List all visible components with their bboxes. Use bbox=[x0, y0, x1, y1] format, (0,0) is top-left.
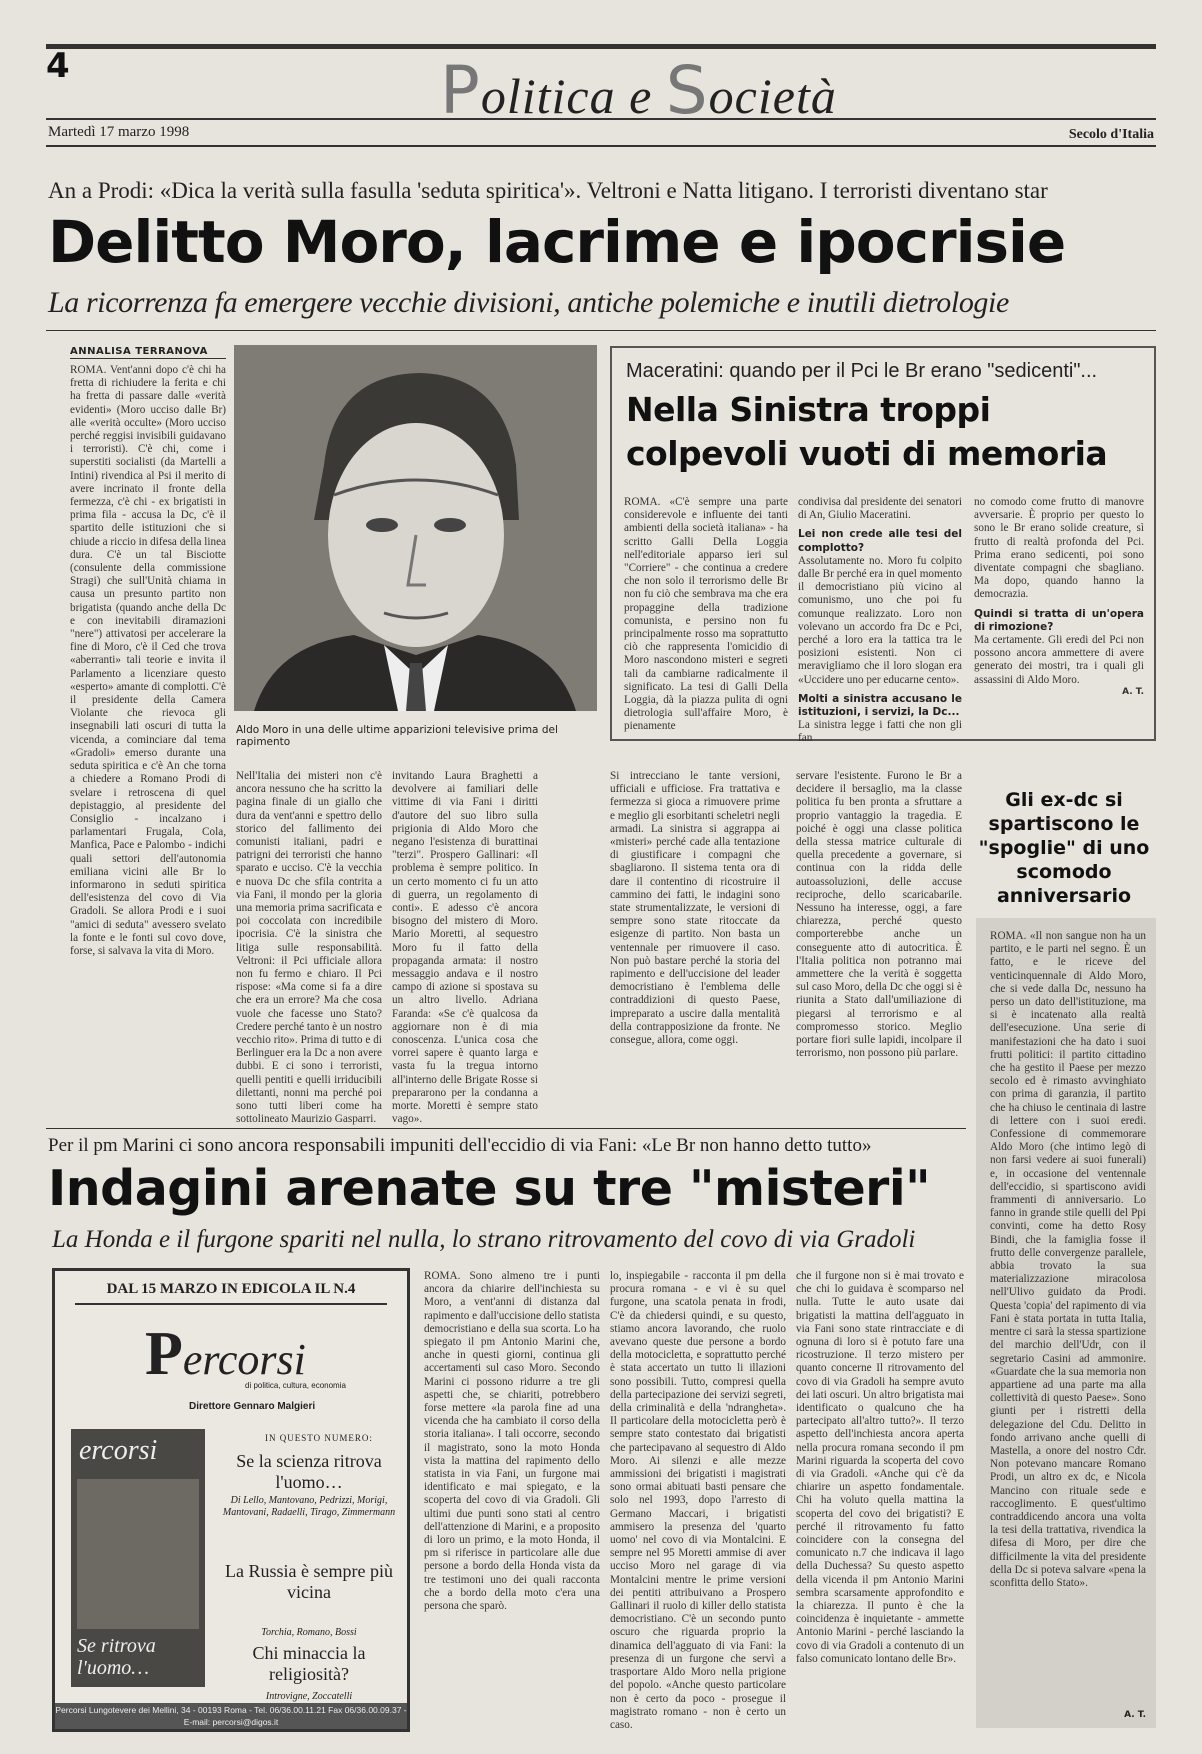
logo-text: ercorsi bbox=[182, 1335, 306, 1384]
byline-rule bbox=[70, 358, 226, 359]
box-kicker: Maceratini: quando per il Pci le Br erano "sedicenti"... bbox=[626, 360, 1098, 382]
main-col-3: invitando Laura Braghetti a devolvere ai familiari delle vittime di via Fani i diritti d'autore del suo libro sulla prigionia di Aldo Moro che negano l'esistenza di burattinai "terzi". Prospero Gallinari: «Il problema è sempre politico. In un certo momento ci fu un atto di guerra, un regolamento di conti». E adesso c'è ancora bisogno del mistero di Moro. Mario Moretti, al sequestro Moro fu il fatto della propaganda armata: il nostro messaggio andava e il nostro campo di azione si spostava su un altro livello. Adriana Faranda: «Se c'è qualcosa da aggiornare non è di mia conoscenza. L'unica cosa che vorrei sapere è quanto larga e vasta fu la tregua intorno all'interno delle Brigate Rosse si prepararono per la condanna a morte. Moretti è sempre stato vago». bbox=[392, 770, 538, 1126]
question-1: Lei non crede alle tesi del complotto? bbox=[798, 528, 962, 554]
box-col-2-answer: Assolutamente no. Moro fu colpito dalle Br perché era in quel momento il democristiano più vicino al comunismo, uno che poi fu comunque realizzato. Loro non volevano un accordo fra Dc e Pci, perché a loro era la tattica tra le posizioni esistenti. Non ci meravigliamo che il loro slogan era «Uccidere uno per educarne cento». bbox=[798, 554, 962, 686]
cover-title: ercorsi bbox=[79, 1435, 158, 1466]
main-subhead: La ricorrenza fa emergere vecchie divisioni, antiche polemiche e inutili dietrologie bbox=[48, 286, 1009, 319]
second-subhead: La Honda e il furgone spariti nel nulla, lo strano ritrovamento del covo di via Gradoli bbox=[52, 1226, 916, 1253]
top-rule bbox=[46, 44, 1156, 49]
main-col-2: Nell'Italia dei misteri non c'è ancora nessuno che ha scritto la pagina finale di un giallo che dura da vent'anni e spettro dello storico del fallimento dei comunisti italiani, padri e patrigni dei terroristi che hanno sparato e ucciso. C'è la vecchia e nuova Dc che sfila contrita a via Fani, il mondo per la gloria una memoria prima sacrificata e poi coccolata con incredibile ipocrisia. C'è la sinistra che litiga sulle responsabilità. Veltroni: il Pci ufficiale allora non fu fermo e chiaro. Il Pci rispose: «Ma come si fa a dire che era un errore? Ma che cosa vuole che facesse uno Stato? Credere perché tanto è un nostro vecchio rito». Prima di tutto e di Berlinguer era la Dc a non avere dubbi. E ci sono i terroristi, quelli pentiti e quelli irriducibili dilettanti, nonni ma perché poi sono tutti liberi come ha sottolineato Maurizio Gasparri. bbox=[236, 770, 382, 1126]
sidebar-body: ROMA. «Il non sangue non ha un partito, e le parti nel segno. È un fatto, e le riceve del venticinquennale di Aldo Moro, che si vede dalla Dc, nessuno ha perso un dato dell'istituzione, ma si è incatenato alla realtà dell'esecuzione. Una serie di manifestazioni che ha dato i suoi frutti politici: il partito cittadino che ha gestito il Paese per mezzo secolo ed è rimasto avvinghiato con prima di garanzia, il partito che ha chiuso le centinaia di lastre di lettere con i suoi eredi. Confessione di commemorare Aldo Moro (che intimo legò di non farsi vedere ai suoi funerali) e, in occasione del ventennale dell'eccidio, si spartiscono avidi frammenti di anniversario. Lo fanno in grande stile quelli del Ppi convinti, come ha detto Rosy Bindi, che la famiglia fosse il frutto delle convergenze parallele, abbia trovato la sua materializzazione miracolosa nell'Ulivo guidato da Prodi. Questa 'copia' del rapimento di via Fani è stata portata in tutta Italia, mentre ci sarà la stessa spartizione del marchio dell'Udr, con il segretario Casini ad ammonire. «Guardate che la sua memoria non appartiene ad una parte ma alla collettività di questo Paese». Sono giunti per i ristretti della delegazione del Cdu. Delitto in fondo arrivano anche quelli di Mastella, a onore del nostro Cdr. Non potevano mancare Romano Prodi, un altro ex dc, e Nicola Mancino con rituale sede e raccoglimento. E quest'ultimo contraddicendo ancora una volta la tesi della trattativa, rivendica la difesa di Moro, per dire che difficilmente la vita del presidente della Dc si poteva salvare «pena la sconfitta dello Stato». bbox=[990, 930, 1146, 1589]
box-col-2-text: condivisa dal presidente dei senatori di An, Giulio Maceratini. bbox=[798, 496, 962, 522]
second-col-3: che il furgone non si è mai trovato e che chi lo guidava è scomparso nel nulla. Tutte le auto usate dai brigatisti la mattina dell'agguato in via Fani sono state rintracciate e di ognuna di loro si è potuto fare una ricostruzione. Il terzo mistero per quanto concerne Il ritrovamento del covo di via Gradoli ha sempre avuto dei lati oscuri. Un altro brigatista mai identificato o qualcuno che ha partecipato all'altro tutto?». Il terzo aspetto dell'inchiesta ancora aperta nella procura romana secondo il pm Marini riguarda la scoperta del covo di via Gradoli. «Anche qui c'è da chiarire un aspetto fondamentale. Chi ha voluto quella mattina la scoperta del covo dei brigatisti? E perché il ritrovamento fu fatto coincidere con la consegna del comunicato n.7 che indicava il lago della Duchessa? Su questo aspetto della vicenda il pm Antonio Marini sembra scarsamente approfondito e la chiarezza. Il punto è che la coincidenza è inquietante - ammette Antonio Marini - perché lasciando la covo di via Gradoli a contenuto di un falso comunicato lontano delle Br». bbox=[796, 1270, 964, 1665]
ad-tagline: di politica, cultura, economia bbox=[245, 1381, 346, 1390]
main-col-4: Si intrecciano le tante versioni, ufficiali e ufficiose. Fra trattativa e fermezza si gioca a rimuovere prime e meglio gli esorbitanti scheletri negli armadi. La sinistra si aggrappa ai «misteri» perché cade alla tentazione di giustificare i compagni che sbagliarono. Il sistema tenta ora di dare il contentino di ricostruire il cammino dei fatti, le indagini sono state strumentalizzate, le versioni di sempre sono state ritoccate da esigenze di partito. Non basta un ventennale per rimuovere il caso. Non può bastare perché la storia del rapimento e dell'uccisione del leader democristiano è l'emblema delle contraddizioni di questo Paese, impreparato a uscire dalla mentalità della contrapposizione da fronte. Ne consegue, allora, come oggi. bbox=[610, 770, 780, 1047]
ad-authors-3: Introvigne, Zoccatelli bbox=[265, 1691, 353, 1702]
percorsi-advertisement bbox=[52, 1268, 410, 1732]
box-col-3 bbox=[974, 496, 1144, 732]
section-initial-1: P bbox=[440, 52, 481, 129]
cover-text: Se ritrova l'uomo… bbox=[77, 1635, 156, 1679]
ad-topic-3: Chi minaccia la religiosità? bbox=[252, 1643, 366, 1684]
box-col-2 bbox=[798, 496, 962, 745]
logo-initial: P bbox=[145, 1320, 183, 1388]
sidebar-signature: A. T. bbox=[1124, 1710, 1146, 1720]
second-article-rule bbox=[46, 1128, 966, 1129]
maceratini-box bbox=[610, 346, 1156, 745]
ad-banner: DAL 15 MARZO IN EDICOLA IL N.4 bbox=[75, 1281, 387, 1305]
main-kicker: An a Prodi: «Dica la verità sulla fasulla 'seduta spiritica'». Veltroni e Natta litigano. I terroristi diventano star bbox=[48, 178, 1048, 203]
page-number: 4 bbox=[46, 46, 70, 86]
ad-footer: Percorsi Lungotevere dei Mellini, 34 - 00193 Roma - Tel. 06/36.00.11.21 Fax 06/36.00.09.37 - E-mail: percorsi@digos.it bbox=[55, 1705, 407, 1727]
dateline: Martedì 17 marzo 1998 bbox=[48, 124, 190, 140]
second-headline: Indagini arenate su tre "misteri" bbox=[48, 1160, 931, 1217]
box-col-2-answer-2: La sinistra legge i fatti che non gli fan bbox=[798, 719, 962, 745]
box-col-1: ROMA. «C'è sempre una parte considerevole e influente dei tanti ambienti della società italiana» - ha scritto Galli Della Loggia nell'editoriale apparso ieri sul "Corriere" - che continua a credere che non solo il terrorismo delle Br non fu ciò che sembrava ma che era propaggine della tradizione comunista, e persino non fu principalmente rosso ma soprattutto ciò che rappresenta l'omicidio di Moro nascondono misteri e segreti tali da cambiarne radicalmente il significato. La tesi di Galli Della Loggia, dà la piazza pulita di ogni dietrologia sull'affaire Moro, è pienamente bbox=[624, 496, 788, 733]
box-headline: Nella Sinistra troppi colpevoli vuoti di memoria bbox=[626, 390, 1108, 473]
section-title bbox=[440, 52, 837, 129]
question-2: Molti a sinistra accusano le istituzioni, i servizi, la Dc... bbox=[798, 692, 962, 719]
box-signature: A. T. bbox=[1122, 686, 1144, 697]
byline: ANNALISA TERRANOVA bbox=[70, 346, 208, 357]
ad-authors-2: Torchia, Romano, Bossi bbox=[261, 1627, 357, 1638]
ad-director: Direttore Gennaro Malgieri bbox=[189, 1401, 316, 1412]
sidebar-headline: Gli ex-dc si spartiscono le "spoglie" di uno scomodo anniversario bbox=[978, 789, 1150, 907]
main-col-1: ROMA. Vent'anni dopo c'è chi ha fretta di richiudere la ferita e chi ha fretta di passare dalle «verità evidenti» (Moro ucciso dalle Br) alle «verità occulte» (Moro ucciso perché reggisi invisibili guidavano i terroristi). C'è chi, come i superstiti socialisti (da Martelli a Intini) rivendica al Psi il merito di avere incrinato il fronte della fermezza, c'è chi - ex brigatisti in prima fila - accusa la Dc, c'è il spartito delle istituzioni che si chiude a riccio in difesa della linea dura. C'è un tal Bisciotte (consulente della commissione Stragi) che sull'Unità chiama in causa un presunto partito non brigatista (quando anche della Dc e con inevitabili diramazioni "nere") attivatosi per accelerare la fine di Moro, c'è il Ced che trova «aberranti» tali teorie e invita il Parlamento a licenziare questo «esperto» amante di complotti. C'è il presidente della Camera Violante che rievoca gli insegnabili lati oscuri di tutta la vicenda, a cominciare dal tema «Gradoli» emerso durante una seduta spiritica e c'è An che torna a chiedere a Romano Prodi di svelare i retroscena di quel depistaggio, al presidente del Consiglio - incalzano i parlamentari Frugala, Cola, Manfica, Pace e Palombo - indichi quali settori dell'autonomia emiliana vicini alle Br lo informarono in seduti spiritica dell'esistenza del covo di Via Gradoli. Se allora Prodi e i suoi "amici di seduta" avessero svelato la fonte e le fonti sul covo dove, forse, si salvava la vita di Moro. bbox=[70, 364, 226, 957]
subhead-rule bbox=[46, 330, 1156, 331]
section-rest-1: olitica e bbox=[480, 68, 666, 124]
ad-topic-1: Se la scienza ritrova l'uomo… bbox=[236, 1451, 382, 1492]
box-col-3-answer: Ma certamente. Gli eredi del Pci non possono ancora ammettere di avere generato dei mostri, tra i quali gli assassini di Aldo Moro. bbox=[974, 634, 1144, 686]
second-col-1: ROMA. Sono almeno tre i punti ancora da chiarire dell'inchiesta su Moro, a vent'anni di distanza dal rapimento e dall'uccisione dello statista democristiano e della sua scorta. Lo ha spiegato il pm Antonio Marini che, anche in questi giorni, continua gli accertamenti sul caso Moro. Secondo Marini ci possono ridurre a tre gli aspetti che, se chiariti, potrebbero forse mettere «la parola fine ad una vicenda che ha cambiato il corso della storia italiana». I tali occorre, secondo il magistrato, sono la moto Honda vista la mattina del rapimento dello statista in via Fani, un furgone mai identificato e mai spiegato, e la scoperta del covo di via Gradoli. Gli ultimi due punti sono stati al centro dell'attenzione di Marini, e a proposito di loro un primo, e la moto Honda, il pm si riferisce in particolare alle due persone a bordo della Honda vista da tre testimoni uno dei quali racconta che a bordo della moto c'era una persona che sparò. bbox=[424, 1270, 600, 1613]
second-kicker: Per il pm Marini ci sono ancora responsabili impuniti dell'eccidio di via Fani: «Le Br non hanno detto tutto» bbox=[48, 1135, 872, 1156]
cover-painting bbox=[77, 1479, 199, 1629]
section-rest-2: ocietà bbox=[708, 68, 837, 124]
newspaper-name: Secolo d'Italia bbox=[1068, 127, 1154, 142]
second-col-2: lo, inspiegabile - racconta il pm della procura romana - e vi è su quel furgone, una scatola penata in frodi, C'è da chiedersi quindi, e su questo, stiamo ancora lavorando, che ruolo avevano queste due persone a bordo della motocicletta, e soprattutto perché è stata accertato un tutto li illazioni sono possibili. Tutto, compresi quella della partecipazione dei servizi segreti, della criminalità e della 'ndrangheta». Il particolare della motocicletta però è sempre stato contestato dai brigatisti che partecipavano al sequestro di Aldo Moro. Ai silenzi e alle mezze ammissioni dei brigatisti i magistrati sono ormai abituati basti pensare che solo nel 1993, dopo l'arresto di Germano Maccari, i brigatisti ammisero la presenza del 'quarto uomo' nel covo di via Montalcini. E sempre nel 95 Moretti ammise di aver ucciso Moro nel garage di via Montalcini mentre le prime versioni dei pentiti attribuivano a Prospero Gallinari il ruolo di killer dello statista democristiano. C'è un secondo punto oscuro che riguarda proprio la dinamica dell'agguato di via Fani: la presenza di un furgone che servì a trasportare Aldo Moro nella prigione del popolo. «Anche questo particolare non è certo da poco - prosegue il magistrato romano - non è certo un caso. bbox=[610, 1270, 786, 1731]
dateline-rule bbox=[46, 145, 1156, 147]
magazine-cover bbox=[71, 1429, 205, 1687]
main-col-5: servare l'esistente. Furono le Br a decidere il bersaglio, ma la classe politica fu ben pronta a sfruttare a proprio vantaggio la tragedia. E poiché è oggi una classe politica della stessa matrice culturale di quella precedente a governare, si continua con la ridda delle autoassoluzioni, delle accuse reciproche, dello scaricabarile. Nessuno ha interesse, oggi, a fare chiarezza, perché questo comporterebbe anche un conseguente atto di autocritica. È l'Italia politica non potranno mai ammettere che la verità è soggetta sul caso Moro, della Dc che oggi si è riunita a Stato dall'umiliazione di piegarsi al terrorismo e al compromesso storico. Meglio portare fiori sulle lapidi, incolpare il terrorismo, non possono più parlare. bbox=[796, 770, 962, 1060]
ad-topic-2: La Russia è sempre più vicina bbox=[225, 1561, 393, 1602]
ad-authors-1: Di Lello, Mantovano, Pedrizzi, Morigi, Mantovani, Radaelli, Tirago, Zimmermann bbox=[222, 1495, 396, 1518]
aldo-moro-photo bbox=[234, 345, 597, 711]
percorsi-logo bbox=[145, 1319, 306, 1390]
question-3: Quindi si tratta di un'opera di rimozione? bbox=[974, 607, 1144, 633]
portrait-image bbox=[234, 345, 597, 711]
photo-caption: Aldo Moro in una delle ultime apparizioni televisive prima del rapimento bbox=[236, 724, 558, 748]
ad-issue-label: IN QUESTO NUMERO: bbox=[265, 1433, 373, 1443]
main-headline: Delitto Moro, lacrime e ipocrisie bbox=[48, 208, 1066, 276]
section-initial-2: S bbox=[665, 52, 709, 129]
box-col-3-text: no comodo come frutto di manovre avversarie. È proprio per questo lo sono le Br erano solide creature, sì frutto di realtà profonda del Pci. Prima erano sedicenti, poi sono diventate compagni che sbagliano. Ma dopo, quando hanno la democrazia. bbox=[974, 496, 1144, 601]
